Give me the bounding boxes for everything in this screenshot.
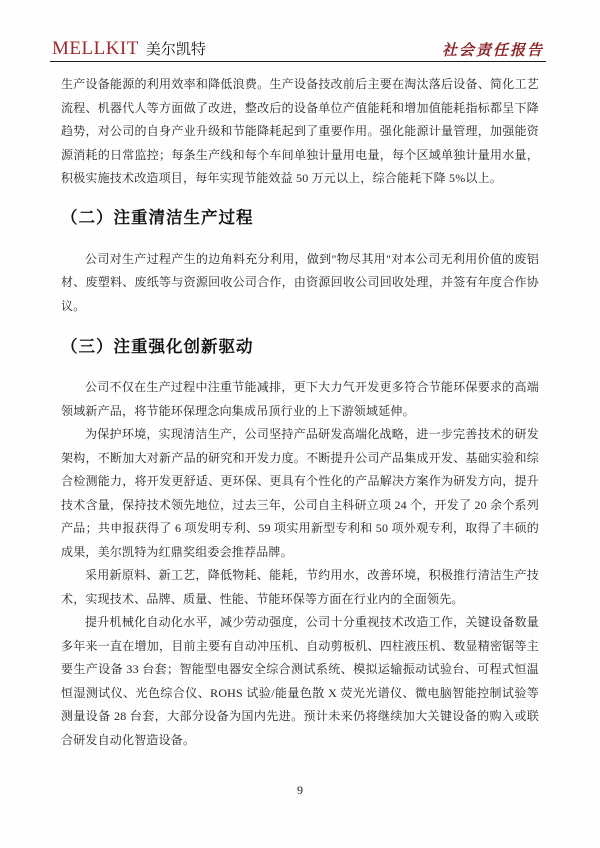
page-header — [52, 38, 544, 60]
document-title: 社会责任报告 — [441, 43, 544, 59]
section-2-heading: （二）注重清洁生产过程 — [61, 208, 254, 227]
section-3-heading: （三）注重强化创新驱动 — [61, 338, 254, 356]
page-body — [61, 73, 539, 752]
section-3-paragraph-2: 为保护环境，实现清洁生产，公司坚持产品研发高端化战略，进一步完善技术的研发架构，不断加大对新产品的研究和开发力度。不断提升公司产品集成开发、基础实验和综合检测能力，将开发更舒适、更环保、更具有个性化的产品解决方案作为研发方向，提升技术含量，保持技术领先地位，过去三年，公司自主科研立项 24 个，开发了 20 余个系列产品；共申报获得了 6 项发明专利、59 项实用新型专利和 50 项外观专利，取得了丰硕的成果，美尔凯特为红鼎奖组委会推荐品牌。 — [61, 427, 539, 559]
section-3-paragraph-3: 采用新原料、新工艺，降低物耗、能耗，节约用水，改善环境，积极推行清洁生产技术，实现技术、品牌、质量、性能、节能环保等方面在行业内的全面领先。 — [61, 568, 539, 606]
brand-logo — [52, 38, 206, 60]
section-2-paragraph: 公司对生产过程产生的边角料充分利用，做到"物尽其用"对本公司无利用价值的废铝材、废塑料、废纸等与资源回收公司合作，由资源回收公司回收处理，并签有年度合作协议。 — [61, 251, 539, 313]
brand-logo-cn: 美尔凯特 — [145, 41, 206, 58]
page-footer — [0, 781, 600, 799]
brand-logo-en: MELLKIT — [52, 38, 139, 59]
paragraph-continuation: 生产设备能源的利用效率和降低浪费。生产设备技改前后主要在淘汰落后设备、简化工艺流程、机器代人等方面做了改进，整改后的设备单位产值能耗和增加值能耗指标都呈下降趋势，对公司的自身产业升级和节能降耗起到了重要作用。强化能源计量管理，加强能资源消耗的日常监控；每条生产线和每个车间单独计量用电量，每个区域单独计量用水量，积极实施技术改造项目，每年实现节能效益 50 万元以上，综合能耗下降 5%以上。 — [61, 77, 539, 185]
section-3-paragraph-1: 公司不仅在生产过程中注重节能减排，更下大力气开发更多符合节能环保要求的高端领域新产品，将节能环保理念向集成吊顶行业的上下游领域延伸。 — [61, 380, 539, 418]
page-number: 9 — [297, 783, 303, 797]
section-3-paragraph-4: 提升机械化自动化水平，减少劳动强度，公司十分重视技术改造工作，关键设备数量多年来一直在增加，目前主要有自动冲压机、自动剪板机、四柱液压机、数显精密锯等主要生产设备 33 台套；智能型电器安全综合测试系统、模拟运输振动试验台、可程式恒温恒湿测试仪、光色综合仪、ROHS 试验/能量色散 X 荧光光谱仪、微电脑智能控制试验等测量设备 28 台套，大部分设备为国内先进。预计未来仍将继续加大关键设备的购入或联合研发自动化智造设备。 — [61, 615, 539, 747]
header-divider-line — [50, 61, 546, 62]
